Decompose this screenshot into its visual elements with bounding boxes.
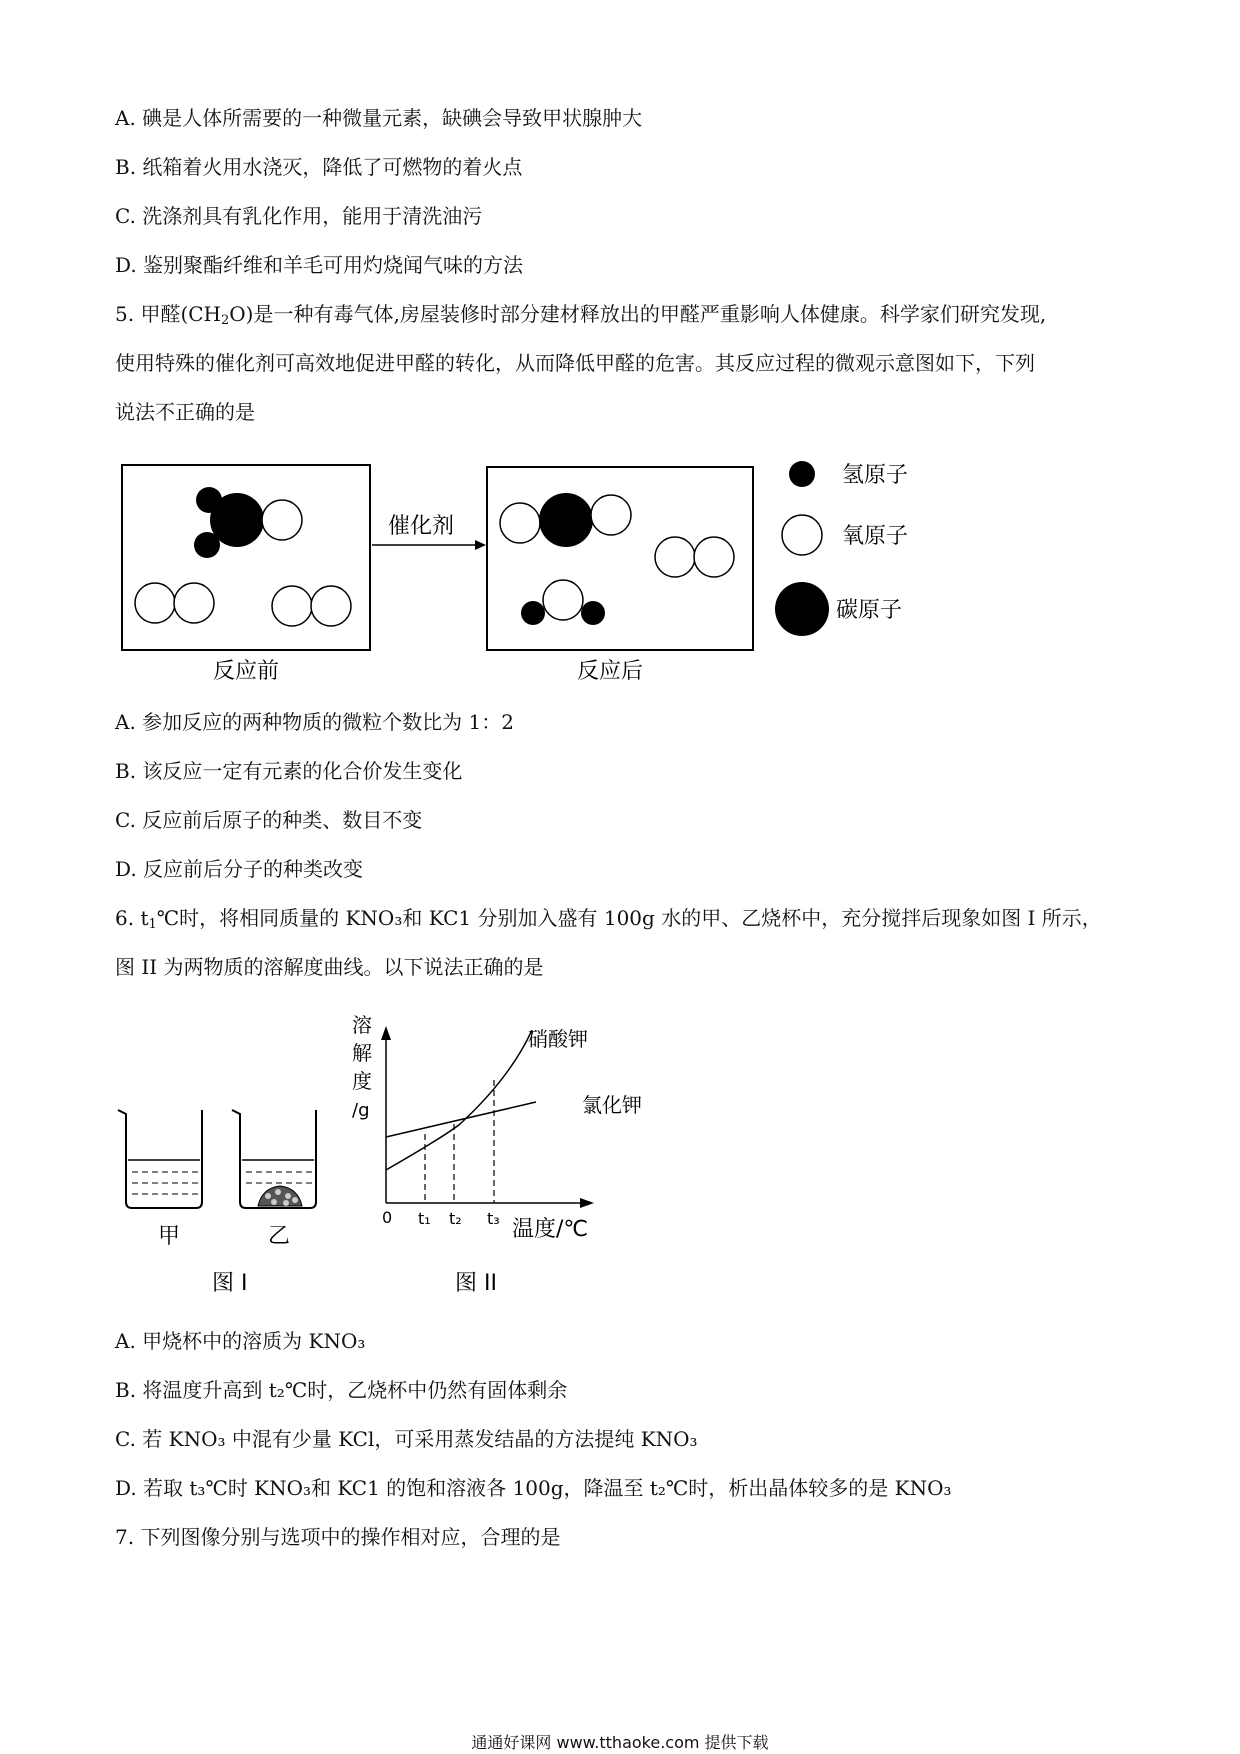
q5-stem-line3: 说法不正确的是 <box>115 400 255 424</box>
q4-option-c: C. 洗涤剂具有乳化作用，能用于清洗油污 <box>115 204 483 228</box>
carbon-atom <box>539 493 593 547</box>
oxygen-atom <box>311 586 351 626</box>
y-label-2: 解 <box>352 1041 372 1065</box>
kno3-label: 硝酸钾 <box>528 1027 588 1051</box>
solid-precipitate <box>258 1186 302 1206</box>
carbon-atom <box>210 493 264 547</box>
legend-oxygen-label: 氧原子 <box>842 524 909 549</box>
q6-stem-line2: 图 II 为两物质的溶解度曲线。以下说法正确的是 <box>115 955 544 979</box>
legend-carbon-label: 碳原子 <box>836 598 903 623</box>
q5-option-d: D. 反应前后分子的种类改变 <box>115 857 364 881</box>
oxygen-atom <box>543 580 583 620</box>
q5-stem-line2: 使用特殊的催化剂可高效地促进甲醛的转化，从而降低甲醛的危害。其反应过程的微观示意图如下，下列 <box>115 351 1035 375</box>
figure-2-label: 图 II <box>455 1271 497 1296</box>
before-label: 反应前 <box>213 659 280 684</box>
beaker-b <box>232 1110 316 1208</box>
y-axis-arrow-icon <box>381 1026 391 1040</box>
q5-stem-line1: 5. 甲醛$(CH_2O)$是一种有毒气体,房屋装修时部分建材释放出的甲醛严重影响人体健康。科学家们研究发现, <box>115 302 1047 328</box>
reaction-diagram <box>0 440 1240 690</box>
y-label-3: 度 <box>352 1069 372 1093</box>
q5-option-c: C. 反应前后原子的种类、数目不变 <box>115 808 423 832</box>
legend-hydrogen-label: 氢原子 <box>842 463 909 488</box>
oxygen-atom <box>694 537 734 577</box>
q5-option-b: B. 该反应一定有元素的化合价发生变化 <box>115 759 463 783</box>
x-axis-arrow-icon <box>580 1198 594 1208</box>
legend-oxygen-icon <box>782 515 822 555</box>
q7-stem: 7. 下列图像分别与选项中的操作相对应，合理的是 <box>115 1525 561 1549</box>
q5-option-a: A. 参加反应的两种物质的微粒个数比为 1：2 <box>115 710 514 734</box>
t1-label: t₁ <box>418 1209 431 1228</box>
beaker-b-label: 乙 <box>268 1224 291 1249</box>
y-label-4: /g <box>352 1100 370 1121</box>
y-label-1: 溶 <box>352 1013 372 1037</box>
oxygen-atom <box>262 500 302 540</box>
t2-label: t₂ <box>449 1209 462 1228</box>
beaker-a <box>118 1110 202 1208</box>
t3-label: t₃ <box>487 1209 500 1228</box>
figure-1-label: 图 I <box>212 1271 248 1296</box>
solubility-figure <box>0 1000 1240 1300</box>
after-label: 反应后 <box>577 659 644 684</box>
hydrogen-atom <box>581 601 605 625</box>
q6-option-b: B. 将温度升高到 t₂℃时，乙烧杯中仍然有固体剩余 <box>115 1378 568 1402</box>
legend-carbon-icon <box>775 582 829 636</box>
kno3-curve <box>386 1030 532 1170</box>
q6-stem-line1: 6. $t_1℃$时，将相同质量的 KNO₃和 KC1 分别加入盛有 100g 水的甲、乙烧杯中，充分搅拌后现象如图 I 所示， <box>115 906 1102 932</box>
q4-option-a: A. 碘是人体所需要的一种微量元素，缺碘会导致甲状腺肿大 <box>115 106 643 130</box>
kcl-line <box>386 1102 536 1137</box>
arrow-icon <box>475 540 486 550</box>
q6-option-a: A. 甲烧杯中的溶质为 KNO₃ <box>115 1329 366 1353</box>
oxygen-atom <box>500 503 540 543</box>
q4-option-b: B. 纸箱着火用水浇灭，降低了可燃物的着火点 <box>115 155 523 179</box>
oxygen-atom <box>272 586 312 626</box>
origin-label: 0 <box>382 1208 393 1227</box>
footer-watermark: 通通好课网 www.tthaoke.com 提供下载 <box>471 1733 769 1752</box>
q4-option-d: D. 鉴别聚酯纤维和羊毛可用灼烧闻气味的方法 <box>115 253 524 277</box>
oxygen-atom <box>655 537 695 577</box>
q6-option-c: C. 若 KNO₃ 中混有少量 KCl，可采用蒸发结晶的方法提纯 KNO₃ <box>115 1427 698 1451</box>
oxygen-atom <box>591 495 631 535</box>
oxygen-atom <box>174 583 214 623</box>
legend-hydrogen-icon <box>789 461 815 487</box>
beaker-a-label: 甲 <box>158 1224 181 1249</box>
q6-option-d: D. 若取 t₃℃时 KNO₃和 KC1 的饱和溶液各 100g，降温至 t₂℃时，析出晶体较多的是 KNO₃ <box>115 1476 952 1500</box>
hydrogen-atom <box>521 601 545 625</box>
oxygen-atom <box>135 583 175 623</box>
x-axis-label: 温度/℃ <box>512 1217 589 1242</box>
kcl-label: 氯化钾 <box>582 1093 642 1117</box>
catalyst-label: 催化剂 <box>388 514 455 539</box>
